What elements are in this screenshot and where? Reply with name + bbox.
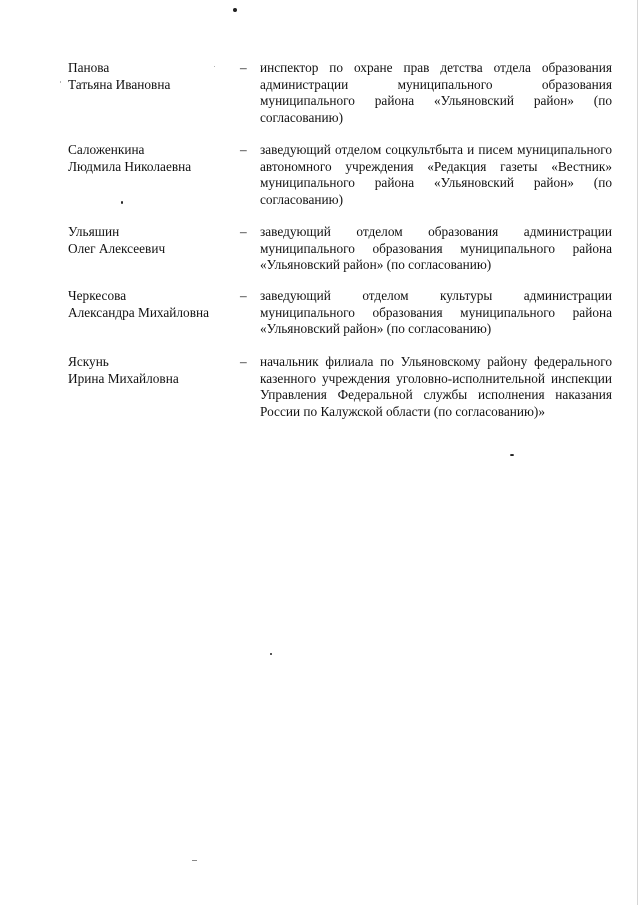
member-surname: Черкесова [68, 288, 127, 303]
separator-dash: – [240, 142, 247, 157]
member-given-names: Людмила Николаевна [68, 158, 192, 174]
separator-dash: – [240, 224, 247, 239]
member-name [68, 224, 233, 257]
member-surname: Ульяшин [68, 224, 120, 239]
separator-dash: – [240, 288, 247, 303]
separator-dash: – [240, 354, 247, 369]
member-position: инспектор по охране прав детства отдела образования администрации муниципального образования муниципального района «Ульяновский район» (по согласованию) [260, 60, 612, 125]
member-position: заведующий отделом соцкультбыта и писем муниципального автономного учреждения «Редакция газеты «Вестник» муниципального района «Ульяновский район» (по согласованию) [260, 142, 612, 207]
member-surname: Яскунь [68, 354, 109, 369]
member-name [68, 288, 233, 321]
member-surname: Саложенкина [68, 142, 145, 157]
scan-speck [510, 454, 514, 456]
scan-speck [192, 860, 197, 861]
scan-speck [121, 201, 123, 204]
scan-edge-line [637, 0, 638, 905]
member-position: начальник филиала по Ульяновскому району федерального казенного учреждения уголовно-исполнительной инспекции Управления Федеральной службы исполнения наказания России по Калужской области (по согласованию)» [260, 354, 612, 419]
separator-dash: – [240, 60, 247, 75]
member-given-names: Александра Михайловна [68, 304, 210, 320]
member-position: заведующий отделом культуры администрации муниципального образования муниципального района «Ульяновский район» (по согласованию) [260, 288, 612, 336]
member-name [68, 60, 233, 93]
member-surname: Панова [68, 60, 110, 75]
member-given-names: Олег Алексеевич [68, 240, 166, 256]
scan-speck [60, 81, 61, 83]
member-given-names: Ирина Михайловна [68, 370, 179, 386]
member-name [68, 142, 233, 175]
member-position: заведующий отделом образования администрации муниципального образования муниципального района «Ульяновский район» (по согласованию) [260, 224, 612, 272]
scan-speck [233, 8, 237, 12]
member-given-names: Татьяна Ивановна [68, 76, 171, 92]
member-name [68, 354, 233, 387]
scan-speck [270, 653, 272, 655]
